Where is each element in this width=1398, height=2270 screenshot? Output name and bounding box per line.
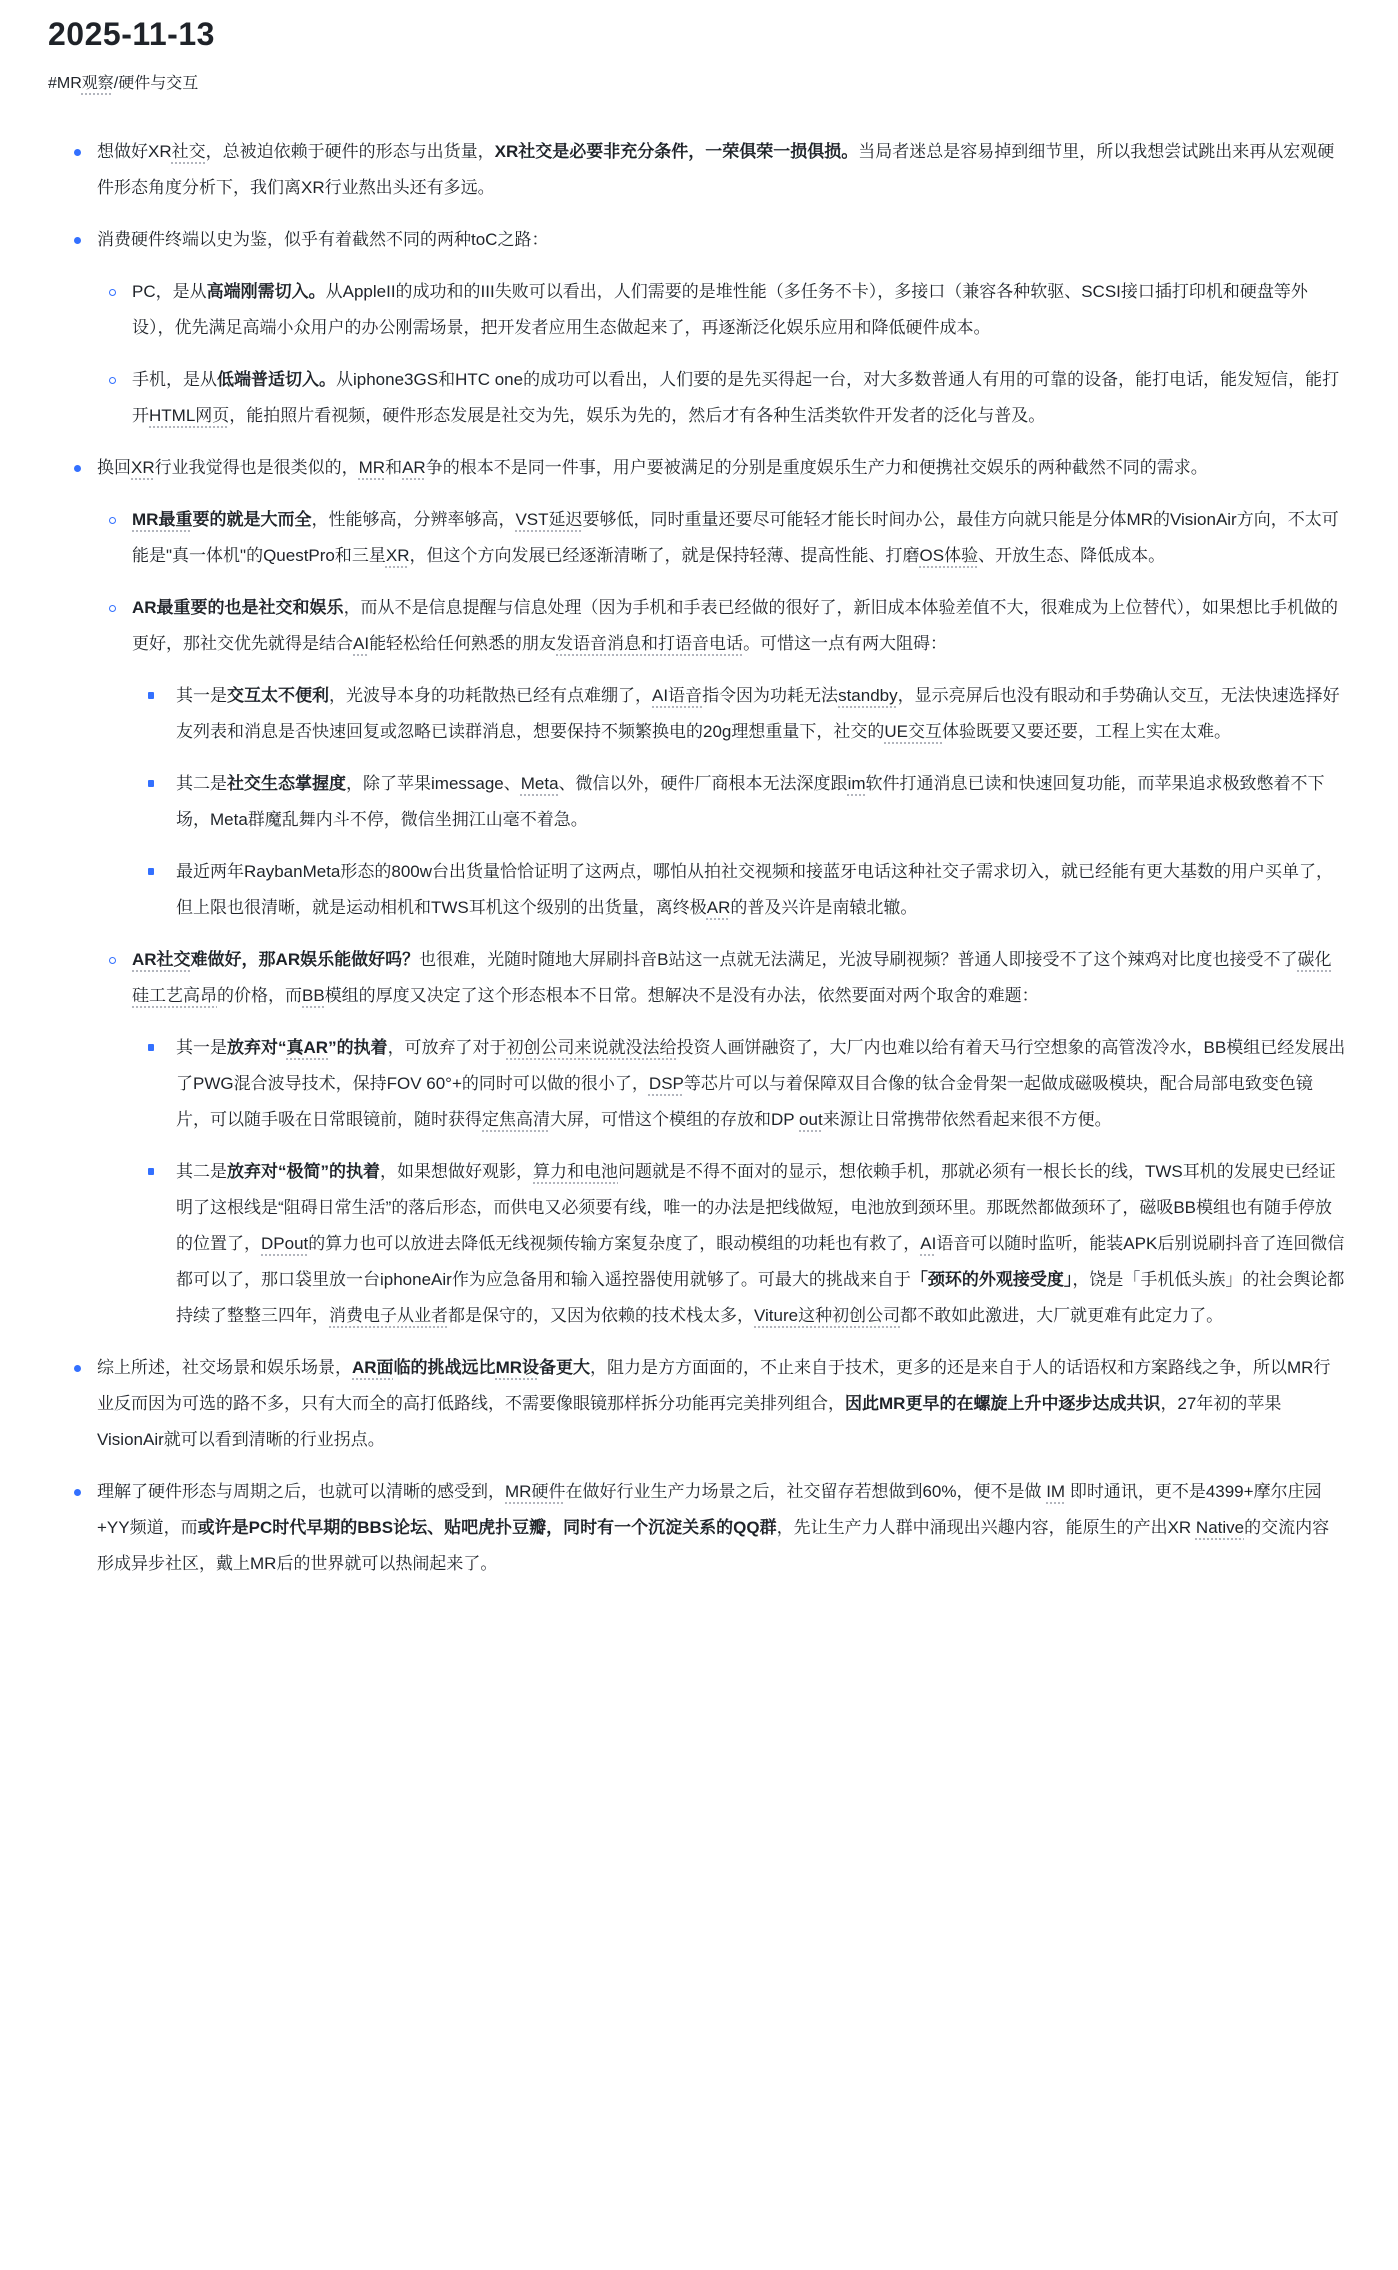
list-item bbox=[0, 222, 1346, 258]
text-run: 都是保守的，又因为依赖的技术栈太多， bbox=[448, 1306, 754, 1325]
text-run: XR bbox=[385, 546, 410, 565]
text-run: 来源让日常携带依然看起来很不方便。 bbox=[822, 1110, 1112, 1129]
text-run: 的交流内容形成异步社区，戴上MR后的世界就可以热闹起来了。 bbox=[97, 1518, 1330, 1573]
text-run: ，除了苹果imessage、 bbox=[346, 774, 521, 793]
text-run: 换回 bbox=[97, 458, 131, 477]
text-run: out bbox=[799, 1110, 823, 1129]
text-run: 等芯片可以与着保障双目合像的钛合金骨架一起做成磁吸模块，配合局部电致变色镜片，可以随手吸在日常眼镜前，随时获得 bbox=[176, 1074, 1313, 1129]
text-run: 的普及兴许是南辕北辙。 bbox=[730, 898, 918, 917]
text-run: 难做好，那AR娱乐能做好吗？ bbox=[190, 950, 420, 969]
paragraph-text bbox=[97, 230, 548, 249]
bullet-dot-icon bbox=[74, 1365, 81, 1372]
text-run: 的价格，而 bbox=[217, 986, 302, 1005]
text-run: 放弃对“极简”的执着 bbox=[227, 1162, 380, 1181]
text-run: 也很难，光随时随地大屏刷抖音B站这一点就无法满足，光波导刷视频？普通人即接受不了这个辣鸡对比度也接受不了 bbox=[419, 950, 1298, 969]
text-run: 即时通讯，更不是4399+摩尔庄园+YY频道，而 bbox=[97, 1482, 1322, 1537]
text-run: ，27年初的苹果VisionAir就可以看到清晰的行业拐点。 bbox=[97, 1394, 1282, 1449]
text-run: UE交互 bbox=[884, 722, 942, 741]
text-run: MR设 bbox=[495, 1358, 540, 1377]
text-run: 指令因为功耗无法 bbox=[702, 686, 839, 705]
bullet-square-icon bbox=[148, 780, 154, 787]
list-item bbox=[0, 678, 1346, 750]
text-run: ，如果想做好观影， bbox=[380, 1162, 533, 1181]
text-run: 问题就是不得不面对的显示，想依赖手机，那就必须有一根长长的线，TWS耳机的发展史已经证明了这根线是“阻碍日常生活”的落后形态，而供电又必须要有线，唯一的办法是把线做短，电池放到颈环里。那既然都做颈环了，磁吸BB模组也有随手停放的位置了， bbox=[176, 1162, 1336, 1253]
bullet-square-icon bbox=[148, 1044, 154, 1051]
text-run: MR最重 bbox=[132, 510, 193, 529]
text-run: 观察 bbox=[81, 75, 114, 92]
list-item bbox=[0, 590, 1346, 662]
text-run: 社交 bbox=[171, 142, 206, 161]
text-run: VST延迟 bbox=[515, 510, 583, 529]
text-run: AI语音 bbox=[652, 686, 703, 705]
list-item bbox=[0, 1154, 1346, 1334]
bullet-square-icon bbox=[148, 868, 154, 875]
text-run: 语音可以随时监听，能装APK后别说刷抖音了连回微信都可以了，那口袋里放一台iphoneAir作为应急备用和输入遥控器使用就够了。可最大的挑战来自于 bbox=[176, 1234, 1345, 1289]
text-run: 低端普适切入。 bbox=[217, 370, 336, 389]
text-run: 算力和电池 bbox=[533, 1162, 618, 1181]
text-run: 争的根本不是同一件事，用户要被满足的分别是重度娱乐生产力和便携社交娱乐的两种截然不同的需求。 bbox=[425, 458, 1208, 477]
text-run: 消费电子从业者 bbox=[329, 1306, 448, 1325]
text-run: Viture这种初创公司 bbox=[754, 1306, 901, 1325]
text-run: 能轻松给任何熟悉的朋友 bbox=[369, 634, 557, 653]
text-run: 软件打通消息已读和快速回复功能，而苹果追求极致憋着不下场，Meta群魔乱舞内斗不停，微信坐拥江山毫不着急。 bbox=[176, 774, 1325, 829]
note-page bbox=[0, 16, 1398, 1658]
text-run: AR最重要的也是社交和娱乐 bbox=[132, 598, 344, 617]
page-title: 2025-11-13 bbox=[48, 16, 215, 52]
text-run: 要的就是大而全 bbox=[192, 510, 312, 529]
text-run: DPout bbox=[261, 1234, 309, 1253]
list-item bbox=[0, 362, 1346, 434]
text-run: XR bbox=[131, 458, 155, 477]
bullet-square-icon bbox=[148, 1168, 154, 1175]
text-run: BB bbox=[302, 986, 325, 1005]
text-run: OS体验 bbox=[919, 546, 979, 565]
text-run: /硬件与交互 bbox=[113, 75, 199, 92]
text-run: ，总被迫依赖于硬件的形态与出货量， bbox=[205, 142, 495, 161]
text-run: 因此MR更早的在螺旋上升中逐步达成共识 bbox=[845, 1394, 1161, 1413]
list-item bbox=[0, 766, 1346, 838]
text-run: IM bbox=[1046, 1482, 1066, 1501]
text-run: AR社交 bbox=[132, 950, 191, 969]
text-run: 社交生态掌握度 bbox=[227, 774, 346, 793]
text-run: 、微信以外，硬件厂商根本无法深度跟 bbox=[558, 774, 848, 793]
text-run: 其一是 bbox=[176, 686, 227, 705]
text-run: 「颈环的外观接受度」 bbox=[910, 1270, 1073, 1289]
text-run: 发语音消息和打语音电话 bbox=[556, 634, 744, 653]
text-run: 想做好XR bbox=[97, 142, 172, 161]
text-run: 模组的厚度又决定了这个形态根本不日常。想解决不是没有办法，依然要面对两个取舍的难题： bbox=[324, 986, 1039, 1005]
text-run: 最近两年RaybanMeta形态的800w台出货量恰恰证明了这两点，哪怕从拍社交视频和接蓝牙电话这种社交子需求切入，就已经能有更大基数的用户买单了，但上限也很清晰，就是运动相机和TWS耳机这个级别的出货量，离终极 bbox=[176, 862, 1334, 917]
text-run: AI bbox=[353, 634, 370, 653]
text-run: Native bbox=[1195, 1518, 1245, 1537]
bullet-circle-icon bbox=[109, 517, 116, 524]
paragraph-text bbox=[176, 1038, 1345, 1129]
text-run: 理解了硬件形态与周期之后，也就可以清晰的感受到， bbox=[97, 1482, 505, 1501]
paragraph-text bbox=[132, 510, 1339, 565]
text-run: ，可放弃了对于 bbox=[387, 1038, 507, 1057]
text-run: MR硬件 bbox=[505, 1482, 566, 1501]
text-run: 。可惜这一点有两大阻碍： bbox=[743, 634, 948, 653]
text-run: 大屏，可惜这个模组的存放和DP bbox=[550, 1110, 800, 1129]
text-run: 体验既要又要还要，工程上实在太难。 bbox=[942, 722, 1231, 741]
text-run: 其二是 bbox=[176, 774, 227, 793]
list-item bbox=[0, 274, 1346, 346]
text-run: ，而从不是信息提醒与信息处理（因为手机和手表已经做的很好了，新旧成本体验差值不大，很难成为上位替代），如果想比手机做的更好，那社交优先就得是结合 bbox=[132, 598, 1339, 653]
text-run: 临的挑战远比 bbox=[393, 1358, 496, 1377]
bullet-circle-icon bbox=[109, 377, 116, 384]
list-item bbox=[0, 134, 1346, 206]
text-run: 或许是PC时代早期的BBS论坛、贴吧虎扑豆瓣，同时有一个沉淀关系的QQ群 bbox=[197, 1518, 777, 1537]
paragraph-text bbox=[176, 1162, 1344, 1325]
text-run: 备更大 bbox=[539, 1358, 591, 1377]
text-run: 从AppleII的成功和的III失败可以看出，人们需要的是堆性能（多任务不卡），多接口（兼容各种软驱、SCSI接口插打印机和硬盘等外设），优先满足高端小众用户的办公刚需场景，把开发者应用生态做起来了，再逐渐泛化娱乐应用和降低硬件成本。 bbox=[132, 282, 1308, 337]
bullet-dot-icon bbox=[74, 1489, 81, 1496]
text-run: standby bbox=[838, 686, 898, 705]
bullet-square-icon bbox=[148, 692, 154, 699]
paragraph-text bbox=[132, 950, 1331, 1005]
bullet-circle-icon bbox=[109, 289, 116, 296]
text-run: #MR bbox=[48, 75, 82, 92]
list-item bbox=[0, 942, 1346, 1014]
paragraph-text bbox=[97, 142, 1334, 197]
paragraph-text bbox=[132, 282, 1308, 337]
text-run: 交互太不便利 bbox=[227, 686, 329, 705]
text-run: im bbox=[847, 774, 866, 793]
text-run: 定焦高清 bbox=[482, 1110, 550, 1129]
paragraph-text bbox=[97, 458, 1208, 477]
text-run: ，显示亮屏后也没有眼动和手势确认交互，无法快速选择好友列表和消息是否快速回复或忽略已读群消息，想要保持不频繁换电的20g理想重量下，社交的 bbox=[176, 686, 1340, 741]
text-run: AR bbox=[402, 458, 426, 477]
text-run: 行业我觉得也是很类似的， bbox=[154, 458, 359, 477]
bullet-dot-icon bbox=[74, 149, 81, 156]
text-run: ，阻力是方方面面的，不止来自于技术，更多的还是来自于人的话语权和方案路线之争，所以MR行业反而因为可选的路不多，只有大而全的高打低路线，不需要像眼镜那样拆分功能再完美排列组合， bbox=[97, 1358, 1331, 1413]
list-item bbox=[0, 1474, 1346, 1582]
list-item bbox=[0, 854, 1346, 926]
document-body bbox=[0, 134, 1346, 1582]
text-run: AR bbox=[706, 898, 731, 917]
bullet-dot-icon bbox=[74, 237, 81, 244]
text-run: 其一是 bbox=[176, 1038, 227, 1057]
text-run: 其二是 bbox=[176, 1162, 227, 1181]
text-run: ，但这个方向发展已经逐渐清晰了，就是保持轻薄、提高性能、打磨 bbox=[409, 546, 920, 565]
text-run: 投资人画饼融资了，大厂内也难以给有着天马行空想象的高管泼冷水，BB模组已经发展出了PWG混合波导技术，保持FOV 60°+的同时可以做的很小了， bbox=[176, 1038, 1346, 1093]
paragraph-text bbox=[176, 862, 1333, 917]
text-run: 初创公司来说就没法给 bbox=[506, 1038, 677, 1057]
text-run: MR bbox=[358, 458, 386, 477]
text-run: ，饶是「手机低头族」的社会舆论都持续了整整三四年， bbox=[176, 1270, 1345, 1325]
text-run: ，性能够高，分辨率够高， bbox=[311, 510, 516, 529]
paragraph-text bbox=[132, 370, 1339, 425]
paragraph-text bbox=[97, 1482, 1329, 1573]
text-run: XR社交是必要非充分条件，一荣俱荣一损俱损。 bbox=[494, 142, 859, 161]
text-run: ，光波导本身的功耗散热已经有点难绷了， bbox=[329, 686, 652, 705]
list-item bbox=[0, 1350, 1346, 1458]
text-run: PC，是从 bbox=[132, 282, 207, 301]
text-run: AR面 bbox=[352, 1358, 394, 1377]
bullet-circle-icon bbox=[109, 957, 116, 964]
text-run: 放弃对“ bbox=[227, 1038, 287, 1057]
paragraph-text bbox=[176, 774, 1325, 829]
bullet-circle-icon bbox=[109, 605, 116, 612]
text-run: 在做好行业生产力场景之后，社交留存若想做到60%，便不是做 bbox=[565, 1482, 1047, 1501]
paragraph-text bbox=[176, 686, 1340, 741]
text-run: 都不敢如此激进，大厂就更难有此定力了。 bbox=[900, 1306, 1224, 1325]
text-run: 当局者迷总是容易掉到细节里，所以我想尝试跳出来再从宏观硬件形态角度分析下，我们离XR行业熬出头还有多远。 bbox=[97, 142, 1335, 197]
text-run: 消费硬件终端以史为鉴，似乎有着截然不同的两种toC之路： bbox=[97, 230, 549, 249]
text-run: 手机，是从 bbox=[132, 370, 217, 389]
text-run: 的算力也可以放进去降低无线视频传输方案复杂度了，眼动模组的功耗也有救了， bbox=[308, 1234, 921, 1253]
text-run: 真AR bbox=[286, 1038, 329, 1057]
text-run: ”的执着 bbox=[328, 1038, 388, 1057]
text-run: 高端刚需切入。 bbox=[206, 282, 326, 301]
text-run: AI bbox=[920, 1234, 937, 1253]
text-run: 碳化硅工艺高昂 bbox=[132, 950, 1332, 1005]
text-run: 、开放生态、降低成本。 bbox=[978, 546, 1166, 565]
text-run: HTML网页 bbox=[149, 406, 230, 425]
bullet-dot-icon bbox=[74, 465, 81, 472]
text-run: DSP bbox=[648, 1074, 684, 1093]
paragraph-text bbox=[132, 598, 1338, 653]
list-item bbox=[0, 450, 1346, 486]
text-run: 和 bbox=[385, 458, 403, 477]
paragraph-text bbox=[97, 1358, 1330, 1449]
text-run: ，先让生产力人群中涌现出兴趣内容，能原生的产出XR bbox=[776, 1518, 1196, 1537]
text-run: 要够低，同时重量还要尽可能轻才能长时间办公，最佳方向就只能是分体MR的VisionAir方向，不太可能是"真一体机"的QuestPro和三星 bbox=[132, 510, 1339, 565]
list-item bbox=[0, 1030, 1346, 1138]
text-run: 从iphone3GS和HTC one的成功可以看出，人们要的是先买得起一台，对大多数普通人有用的可靠的设备，能打电话，能发短信，能打开 bbox=[132, 370, 1340, 425]
text-run: Meta bbox=[520, 774, 559, 793]
text-run: ，能拍照片看视频，硬件形态发展是社交为先，娱乐为先的，然后才有各种生活类软件开发者的泛化与普及。 bbox=[229, 406, 1046, 425]
hashtag-label bbox=[48, 72, 1346, 96]
text-run: 综上所述，社交场景和娱乐场景， bbox=[97, 1358, 352, 1377]
list-item bbox=[0, 502, 1346, 574]
